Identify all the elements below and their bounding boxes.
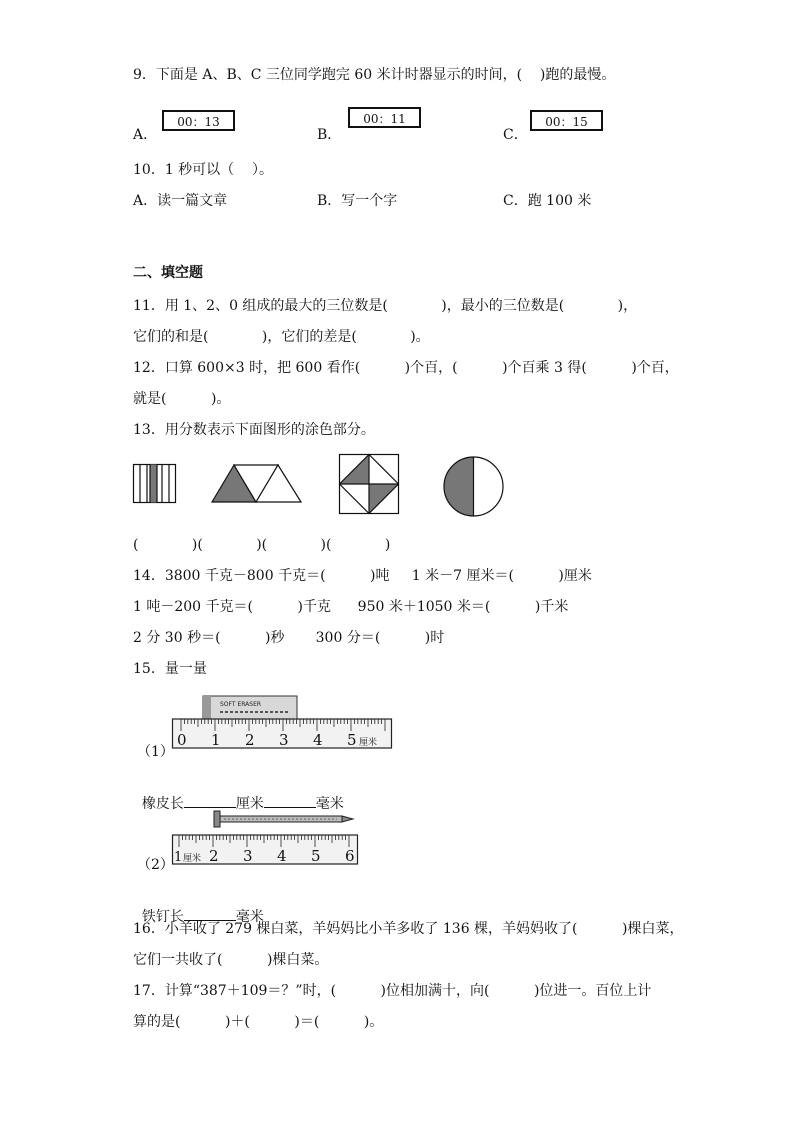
q10-option-c: C．跑 100 米 [503, 193, 592, 209]
q9-option-b-label: B． [317, 127, 342, 143]
q15-part1-label: （1） [137, 744, 174, 760]
q13-text: 13．用分数表示下面图形的涂色部分。 [133, 422, 375, 438]
eraser-label: SOFT ERASER [220, 701, 262, 708]
q9-text: 9．下面是 A、B、C 三位同学跑完 60 米计时器显示的时间，( )跑的最慢。 [133, 67, 616, 83]
q17-line1: 17．计算“387＋109＝？”时，( )位相加满十，向( )位进一。百位上计 [133, 983, 652, 999]
nail-mm-blank[interactable] [184, 906, 236, 921]
ruler-label: 3 [243, 847, 253, 865]
nail-prefix: 铁钉长 [141, 909, 184, 925]
q17-line2: 算的是( )＋( )＝( )。 [133, 1014, 384, 1030]
q16-line1: 16．小羊收了 279 棵白菜，羊妈妈比小羊多收了 136 棵，羊妈妈收了( )棵白菜， [133, 921, 684, 937]
q15-title: 15．量一量 [133, 661, 207, 677]
q15-part2-label: （2） [137, 857, 174, 873]
ruler1-unit: 厘米 [359, 738, 378, 748]
ruler-label: 6 [345, 847, 355, 865]
figure-striped-rectangle [133, 464, 177, 504]
ruler-label: 1 [211, 731, 221, 749]
ruler-label: 5 [311, 847, 321, 865]
ruler-label: 3 [279, 731, 289, 749]
q9-option-a-timer: 00：13 [162, 110, 235, 131]
q10-option-b: B．写一个字 [317, 193, 398, 209]
q16-line2: 它们一共收了( )棵白菜。 [133, 952, 329, 968]
ruler-label: 0 [177, 731, 187, 749]
q12-line1: 12．口算 600×3 时，把 600 看作( )个百，( )个百乘 3 得( )个百， [133, 360, 679, 376]
ruler-label: 2 [245, 731, 255, 749]
eraser-mm-blank[interactable] [264, 793, 316, 808]
q14-line3: 2 分 30 秒＝( )秒 300 分＝( )时 [133, 630, 445, 646]
figure-trapezoid [211, 464, 303, 504]
ruler-label: 4 [277, 847, 287, 865]
q13-answer-blanks: ( )( )( )( ) [133, 537, 391, 553]
figure-square-triangles [339, 454, 400, 515]
eraser-prefix: 橡皮长 [141, 796, 184, 812]
ruler-nail-image [172, 808, 360, 866]
q10-option-a: A．读一篇文章 [133, 193, 228, 209]
q9-option-b-timer: 00：11 [348, 107, 421, 128]
q9-option-a-label: A． [133, 127, 158, 143]
q11-line2: 它们的和是( )，它们的差是( )。 [133, 329, 430, 345]
ruler-label: 5 [347, 731, 357, 749]
q9-option-c-label: C． [503, 127, 528, 143]
q14-line2: 1 吨－200 千克＝( )千克 950 米＋1050 米＝( )千米 [133, 599, 569, 615]
section-title: 二、填空题 [133, 265, 203, 281]
eraser-unit-mm: 毫米 [315, 796, 344, 812]
q9-option-c-timer: 00：15 [530, 110, 603, 131]
q11-line1: 11．用 1、2、0 组成的最大的三位数是( )，最小的三位数是( )， [133, 298, 638, 314]
ruler-label: 2 [209, 847, 219, 865]
q14-line1: 14．3800 千克－800 千克＝( )吨 1 米－7 厘米＝( )厘米 [133, 568, 592, 584]
ruler2-unit: 厘米 [183, 854, 202, 864]
ruler2-start-label: 1 [174, 850, 183, 865]
q10-text: 10．1 秒可以（ ）。 [133, 162, 273, 178]
nail-unit: 毫米 [235, 909, 264, 925]
ruler-eraser-image [172, 695, 394, 750]
eraser-unit-cm: 厘米 [235, 796, 264, 812]
figure-half-circle [443, 456, 505, 518]
ruler-label: 4 [313, 731, 323, 749]
q12-line2: 就是( )。 [133, 391, 231, 407]
eraser-cm-blank[interactable] [184, 793, 236, 808]
